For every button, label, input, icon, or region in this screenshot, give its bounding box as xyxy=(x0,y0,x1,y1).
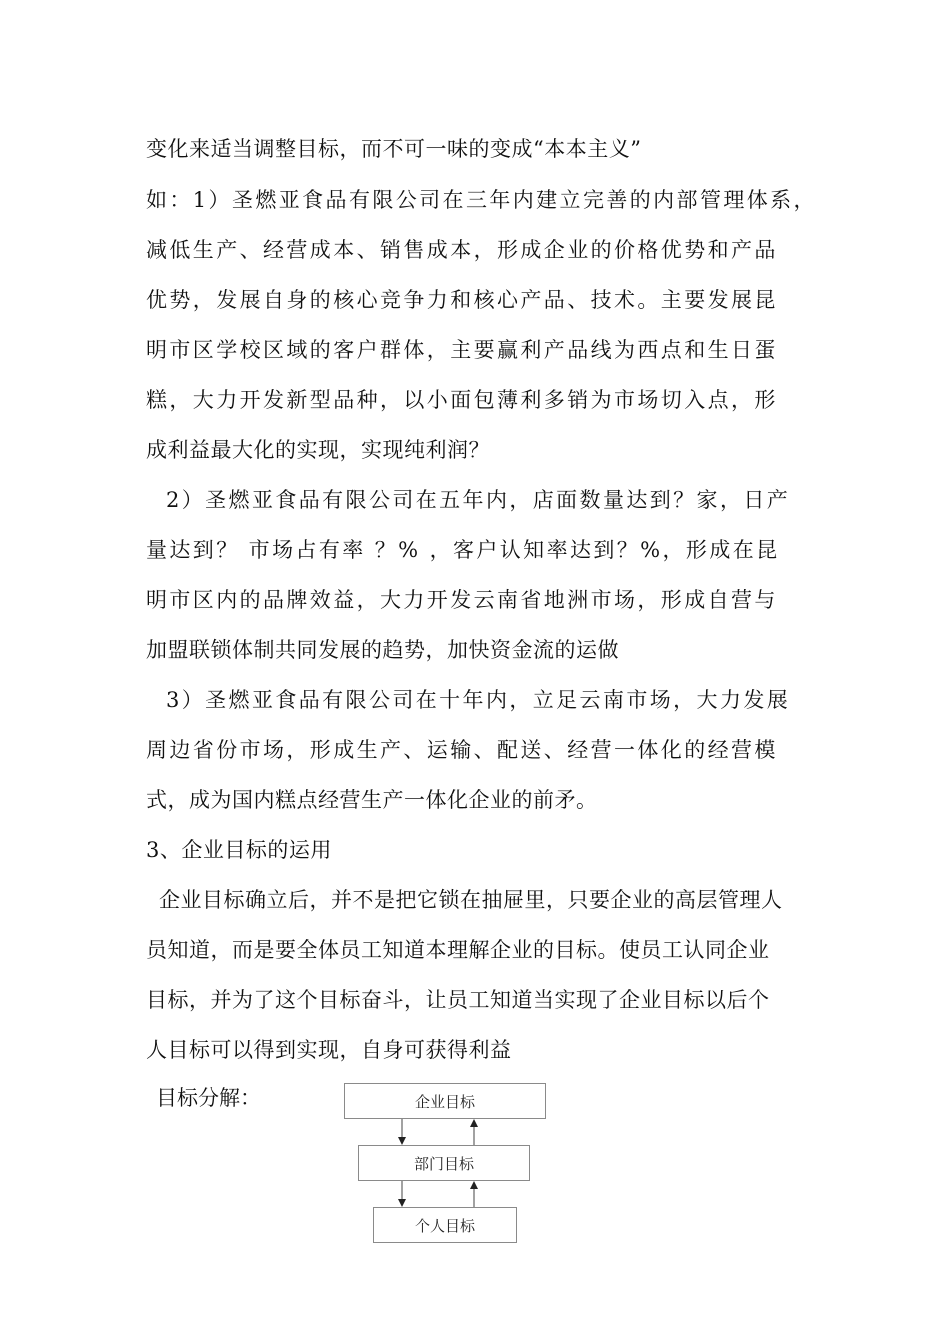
text-line: 企业目标确立后，并不是把它锁在抽屉里，只要企业的高层管理人 xyxy=(159,888,783,912)
individual-goal-box: 个人目标 xyxy=(373,1207,517,1243)
text-line: 员知道，而是要全体员工知道本理解企业的目标。使员工认同企业 xyxy=(146,938,770,962)
text-line: 量达到？ 市场占有率 ？% ，客户认知率达到？%，形成在昆 xyxy=(146,538,780,562)
text-line: 加盟联锁体制共同发展的趋势，加快资金流的运做 xyxy=(146,638,619,662)
diagram-label: 目标分解： xyxy=(156,1086,261,1110)
text-line: 周边省份市场，形成生产、运输、配送、经营一体化的经营模 xyxy=(146,738,778,762)
section-heading: 3、企业目标的运用 xyxy=(146,838,332,862)
text-line: 明市区学校区域的客户群体，主要赢利产品线为西点和生日蛋 xyxy=(146,338,778,362)
arrow-up-head xyxy=(470,1181,478,1189)
text-line: 成利益最大化的实现，实现纯利润？ xyxy=(146,438,490,462)
text-line: 3）圣燃亚食品有限公司在十年内，立足云南市场，大力发展 xyxy=(166,688,791,712)
text-line: 2）圣燃亚食品有限公司在五年内，店面数量达到？家，日产 xyxy=(166,488,791,512)
arrow-down-head xyxy=(398,1199,406,1207)
text-line: 糕，大力开发新型品种，以小面包薄利多销为市场切入点，形 xyxy=(146,388,778,412)
text-line: 如：1）圣燃亚食品有限公司在三年内建立完善的内部管理体系， xyxy=(146,188,817,212)
text-line: 式，成为国内糕点经营生产一体化企业的前矛。 xyxy=(146,788,598,812)
text-line: 目标，并为了这个目标奋斗，让员工知道当实现了企业目标以后个 xyxy=(146,988,770,1012)
text-line: 明市区内的品牌效益，大力开发云南省地洲市场，形成自营与 xyxy=(146,588,778,612)
department-goal-box: 部门目标 xyxy=(358,1145,530,1181)
text-line: 变化来适当调整目标，而不可一味的变成“本本主义” xyxy=(146,137,642,161)
text-line: 优势，发展自身的核心竞争力和核心产品、技术。主要发展昆 xyxy=(146,288,778,312)
arrow-down-head xyxy=(398,1137,406,1145)
arrow-up-head xyxy=(470,1119,478,1127)
company-goal-box: 企业目标 xyxy=(344,1083,546,1119)
text-line: 人目标可以得到实现，自身可获得利益 xyxy=(146,1038,512,1062)
text-line: 减低生产、经营成本、销售成本，形成企业的价格优势和产品 xyxy=(146,238,778,262)
